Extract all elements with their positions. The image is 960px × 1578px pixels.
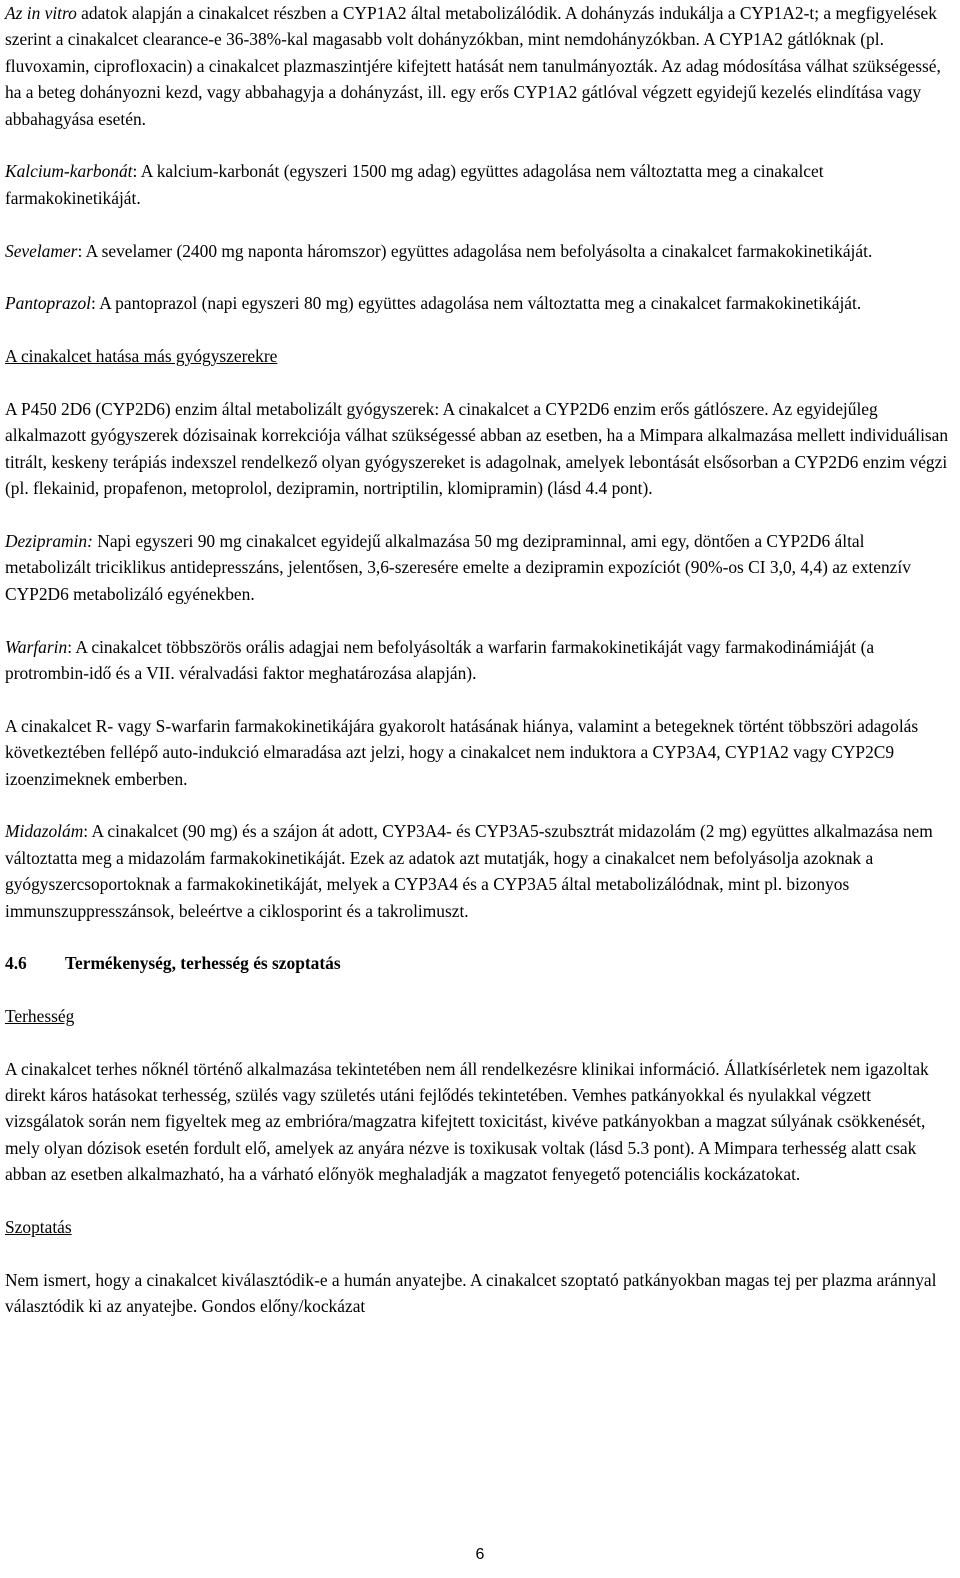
paragraph-cyp2d6: A P450 2D6 (CYP2D6) enzim által metabolizált gyógyszerek: A cinakalcet a CYP2D6 enzim erős gátlószere. Az egyidejűleg alkalmazott gyógyszerek dózisainak korrekciója válhat szükségessé abban az esetben, ha a Mimpara alkalmazása mellett individuálisan titrált, keskeny terápiás indexszel rendelkező olyan gyógyszereket is adagolnak, amelyek lebontását elsősorban a CYP2D6 enzim végzi (pl. flekainid, propafenon, metoprolol, dezipramin, nortriptilin, klomipramin) (lásd 4.4 pont). (5, 399, 949, 499)
paragraph-cyp1a2: Az in vitro adatok alapján a cinakalcet részben a CYP1A2 által metabolizálódik. A dohányzás indukálja a CYP1A2-t; a megfigyelések szerint a cinakalcet clearance-e 36-38%-kal magasabb volt dohányzókban, mint nemdohányzókban. A CYP1A2 gátlóknak (pl. fluvoxamin, ciprofloxacin) a cinakalcet plazmaszintjére kifejtett hatását nem tanulmányozták. Az adag módosítása válhat szükségessé, ha a beteg dohányozni kezd, vagy abbahagyja a dohányzást, ill. egy erős CYP1A2 gátlóval végzett egyidejű kezelés elindítása vagy abbahagyása esetén. (5, 3, 941, 129)
page-number: 6 (475, 1546, 485, 1563)
paragraph-calcium-carbonate: Kalcium-karbonát: A kalcium-karbonát (egyszeri 1500 mg adag) együttes adagolása nem változtatta meg a cinakalcet farmakokinetikáját. (5, 161, 824, 208)
paragraph-pantoprazol: Pantoprazol: A pantoprazol (napi egyszeri 80 mg) együttes adagolása nem változtatta meg a cinakalcet farmakokinetikáját. (5, 293, 862, 314)
paragraph-dezipramin: Dezipramin: Napi egyszeri 90 mg cinakalcet egyidejű alkalmazása 50 mg dezipraminnal, ami egy, döntően a CYP2D6 által metabolizált triciklikus antidepresszáns, jelentősen, 3,6-szeresére emelte a dezipramin expozíciót (90%-os CI 3,0, 4,4) az extenzív CYP2D6 metabolizáló egyénekben. (5, 531, 911, 604)
document-page (5, 0, 953, 1320)
section-heading-4-6 (5, 950, 953, 976)
paragraph-midazolam: Midazolám: A cinakalcet (90 mg) és a szájon át adott, CYP3A4- és CYP3A5-szubsztrát midazolám (2 mg) együttes alkalmazása nem változtatta meg a midazolám farmakokinetikáját. Ezek az adatok azt mutatják, hogy a cinakalcet nem befolyásolja azoknak a gyógyszercsoportoknak a farmakokinetikáját, melyek a CYP3A4 és a CYP3A5 által metabolizálódnak, mint pl. bizonyos immunszuppresszánsok, beleértve a ciklosporint és a takrolimuszt. (5, 821, 933, 921)
paragraph-pregnancy: A cinakalcet terhes nőknél történő alkalmazása tekintetében nem áll rendelkezésre klinikai információ. Állatkísérletek nem igazoltak direkt káros hatásokat terhesség, szülés vagy születés utáni fejlődés tekintetében. Vemhes patkányokkal és nyulakkal végzett vizsgálatok során nem figyeltek meg az embrióra/magzatra kifejtett toxicitást, kivéve patkányokban a magzat súlyának csökkenését, mely olyan dózisok esetén fordult elő, amelyek az anyára nézve is toxikusak voltak (lásd 5.3 pont). A Mimpara terhesség alatt csak abban az esetben alkalmazható, ha a várható előnyök meghaladják a magzatot fenyegető potenciális kockázatokat. (5, 1058, 929, 1185)
section-number: 4.6 (5, 953, 27, 974)
subheading-pregnancy: Terhesség (5, 1005, 75, 1026)
section-title: Termékenység, terhesség és szoptatás (65, 953, 341, 974)
subheading-effect-on-other-drugs: A cinakalcet hatása más gyógyszerekre (5, 346, 278, 367)
paragraph-warfarin: Warfarin: A cinakalcet többszörös orális adagjai nem befolyásolták a warfarin farmakokinetikáját vagy farmakodinámiáját (a protrombin-idő és a VII. véralvadási faktor meghatározása alapján). (5, 636, 875, 684)
lead-in-vitro: Az in vitro (5, 3, 77, 23)
paragraph-breastfeeding: Nem ismert, hogy a cinakalcet kiválasztódik-e a humán anyatejbe. A cinakalcet szoptató patkányokban magas tej per plazma aránnyal választódik ki az anyatejbe. Gondos előny/kockázat (5, 1269, 937, 1317)
subheading-breastfeeding: Szoptatás (5, 1217, 72, 1238)
paragraph-warfarin-induction: A cinakalcet R- vagy S-warfarin farmakokinetikájára gyakorolt hatásának hiánya, valamint a betegeknek történt többszöri adagolás következtében fellépő auto-indukció elmaradása azt jelzi, hogy a cinakalcet nem induktora a CYP3A4, CYP1A2 vagy CYP2C9 izoenzimeknek emberben. (5, 715, 919, 789)
paragraph-sevelamer: Sevelamer: A sevelamer (2400 mg naponta háromszor) együttes adagolása nem befolyásolta a cinakalcet farmakokinetikáját. (5, 240, 873, 261)
